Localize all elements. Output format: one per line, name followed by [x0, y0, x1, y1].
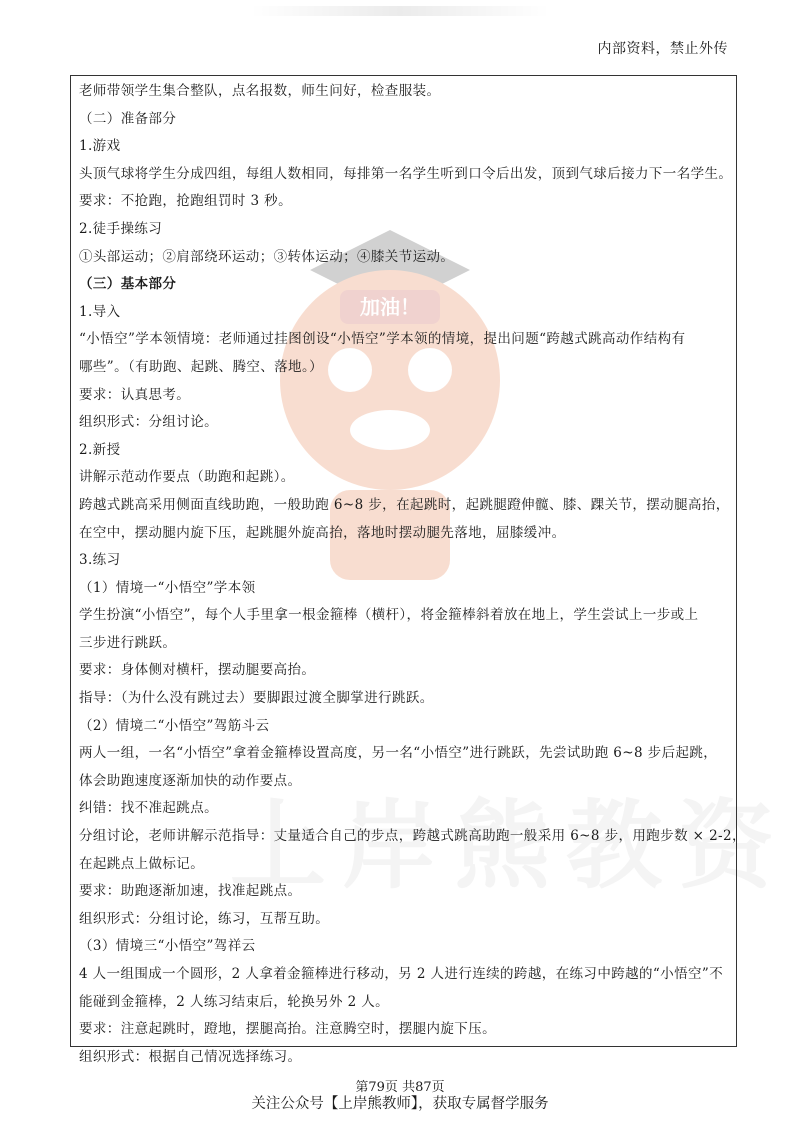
lesson-lines [79, 83, 746, 1076]
text-line: （三）基本部分 [79, 276, 177, 293]
text-line: 体会助跑速度逐渐加快的动作要点。 [79, 772, 302, 789]
text-line: 要求：认真思考。 [79, 386, 191, 403]
text-line: 1.导入 [79, 303, 121, 320]
text-line: 3.练习 [79, 552, 121, 569]
text-line: 指导：（为什么没有跳过去）要脚跟过渡全脚掌进行跳跃。 [79, 690, 434, 707]
text-line: 要求：身体侧对横杆，摆动腿要高抬。 [79, 662, 316, 679]
text-line: 在空中，摆动腿内旋下压，起跳腿外旋高抬，落地时摆动腿先落地，屈膝缓冲。 [79, 524, 566, 541]
text-line: 要求：助跑逐渐加速，找准起跳点。 [79, 883, 302, 900]
text-line: 在起跳点上做标记。 [79, 855, 205, 872]
text-line: 组织形式：分组讨论。 [79, 414, 218, 431]
text-line: 讲解示范动作要点（助跑和起跳）。 [79, 469, 295, 486]
text-line: 2.新授 [79, 441, 121, 458]
confidential-notice: 内部资料，禁止外传 [597, 41, 728, 57]
text-line: 学生扮演“小悟空”，每个人手里拿一根金箍棒（横杆），将金箍棒斜着放在地上，学生尝试上一步或上 [79, 607, 699, 624]
text-line: 能碰到金箍棒，2 人练习结束后，轮换另外 2 人。 [79, 993, 390, 1010]
footer-notice: 关注公众号【上岸熊教师】，获取专属督学服务 [251, 1096, 549, 1112]
text-line: （2）情境二“小悟空”驾筋斗云 [79, 717, 270, 734]
page-number: 第79页 共87页 [355, 1080, 445, 1095]
text-line: 三步进行跳跃。 [79, 634, 177, 651]
text-line: 老师带领学生集合整队，点名报数，师生问好，检查服装。 [79, 83, 441, 99]
text-line: （1）情境一“小悟空”学本领 [79, 579, 256, 596]
text-line: “小悟空”学本领情境：老师通过挂图创设“小悟空”学本领的情境，提出问题“跨越式跳高动作结构有 [79, 331, 686, 348]
text-line: 1.游戏 [79, 138, 121, 155]
cropped-title-remnant [250, 6, 550, 16]
text-line: 要求：注意起跳时，蹬地，摆腿高抬。注意腾空时，摆腿内旋下压。 [79, 1021, 496, 1038]
text-line: 两人一组，一名“小悟空”拿着金箍棒设置高度，另一名“小悟空”进行跳跃，先尝试助跑 6~8 步后起跳， [79, 745, 718, 762]
text-line: 要求：不抢跑，抢跑组罚时 3 秒。 [79, 193, 292, 210]
mascot-badge-text: 加油！ [360, 295, 420, 319]
text-line: 纠错：找不准起跳点。 [79, 800, 218, 817]
text-line: 分组讨论，老师讲解示范指导：丈量适合自己的步点，跨越式跳高助跑一般采用 6~8 步，用跑步数 × 2-2， [79, 828, 746, 845]
text-line: 2.徒手操练习 [79, 220, 163, 237]
text-line: 头顶气球将学生分成四组，每组人数相同，每排第一名学生听到口令后出发，顶到气球后接力下一名学生。 [79, 165, 733, 182]
text-line: 组织形式：根据自己情况选择练习。 [79, 1048, 302, 1065]
text-line: （3）情境三“小悟空”驾祥云 [79, 938, 256, 955]
text-line: 哪些”。（有助跑、起跳、腾空、落地。） [79, 358, 324, 375]
lesson-content-box [70, 75, 746, 1065]
text-line: （二）准备部分 [79, 110, 177, 127]
text-line: 跨越式跳高采用侧面直线助跑，一般助跑 6~8 步，在起跳时，起跳腿蹬伸髋、膝、踝关节，摆动腿高抬， [79, 496, 730, 513]
text-line: 4 人一组围成一个圆形，2 人拿着金箍棒进行移动，另 2 人进行连续的跨越，在练习中跨越的“小悟空”不 [79, 966, 724, 982]
text-line: ①头部运动；②肩部绕环运动；③转体运动；④膝关节运动。 [79, 248, 455, 265]
text-line: 组织形式：分组讨论，练习，互帮互助。 [79, 910, 330, 927]
